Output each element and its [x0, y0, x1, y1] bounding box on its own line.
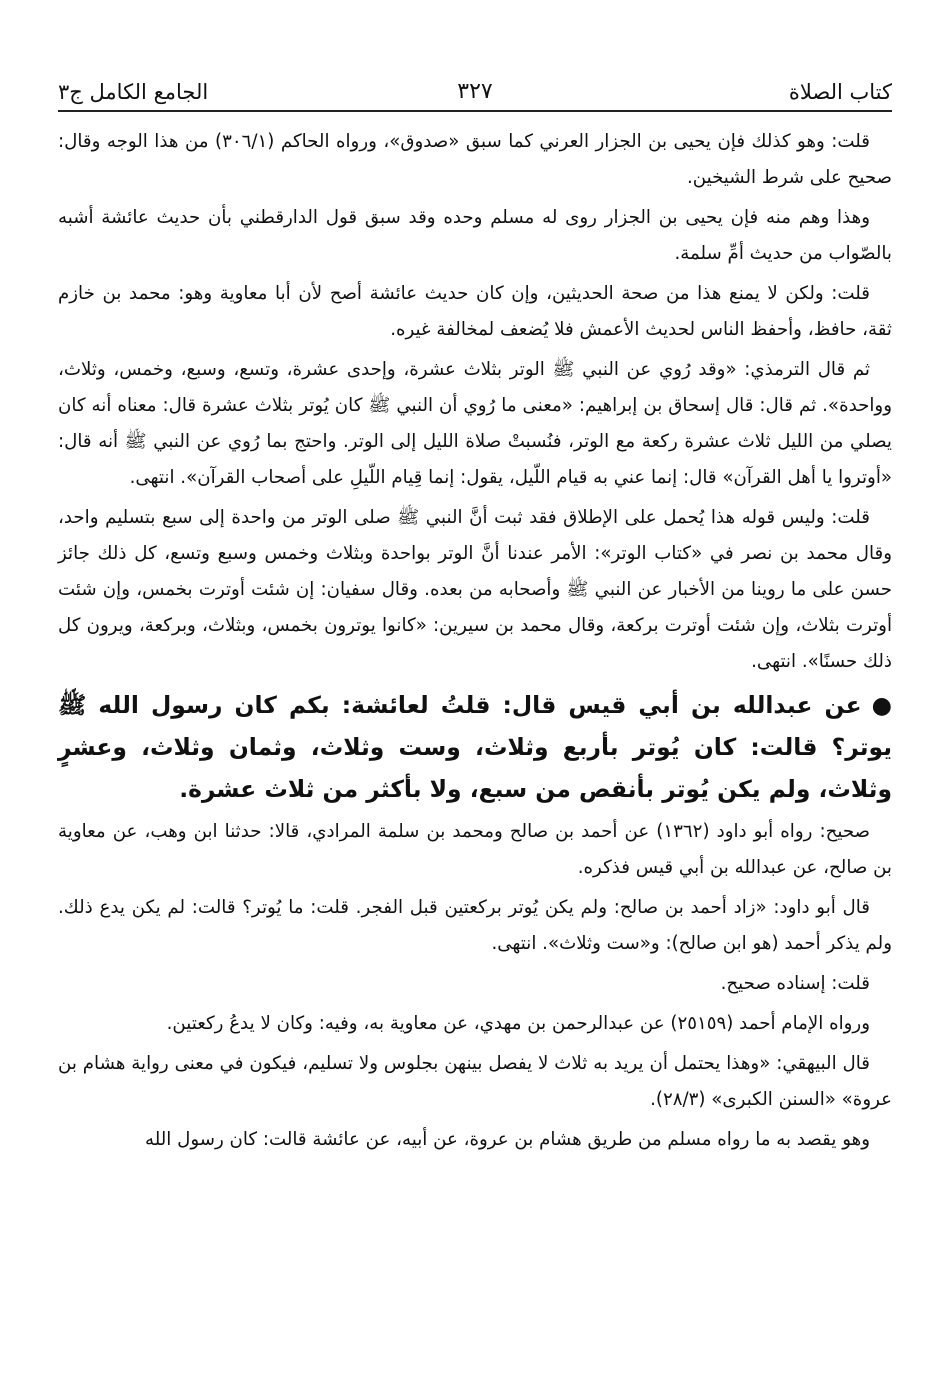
paragraph: قلت: ولكن لا يمنع هذا من صحة الحديثين، وإن كان حديث عائشة أصح لأن أبا معاوية وهو: محمد بن خازم ثقة، حافظ، وأحفظ الناس لحديث الأعمش فلا يُضعف لمخالفة غيره.: [58, 283, 892, 340]
paragraph: قلت: إسناده صحيح.: [720, 973, 870, 994]
header-book-title: الجامع الكامل ج٣: [58, 80, 209, 104]
document-page: [58, 68, 892, 1368]
paragraph: وهذا وهم منه فإن يحيى بن الجزار روى له مسلم وحده وقد سبق قول الدارقطني بأن حديث عائشة أشبه بالصّواب من حديث أمِّ سلمة.: [58, 207, 892, 264]
paragraph: قلت: وهو كذلك فإن يحيى بن الجزار العرني كما سبق «صدوق»، ورواه الحاكم (٣٠٦/١) من هذا الوجه وقال: صحيح على شرط الشيخين.: [58, 131, 892, 188]
page-number: ٣٢٧: [457, 79, 493, 104]
page-header: [58, 68, 892, 108]
bullet-icon: ●: [871, 691, 892, 719]
paragraph: صحيح: رواه أبو داود (١٣٦٢) عن أحمد بن صالح ومحمد بن سلمة المرادي، قالا: حدثنا ابن وهب، عن معاوية بن صالح، عن عبدالله بن أبي قيس فذكره.: [58, 821, 892, 878]
paragraph: قال البيهقي: «وهذا يحتمل أن يريد به ثلاث لا يفصل بينهن بجلوس ولا تسليم، فيكون في معنى رواية هشام بن عروة» «السنن الكبرى» (٢٨/٣).: [58, 1053, 892, 1110]
hadith-text-block: [58, 684, 892, 810]
paragraph: قال أبو داود: «زاد أحمد بن صالح: ولم يكن يُوتر بركعتين قبل الفجر. قلت: ما يُوتر؟ قالت: لم يكن يدع ذلك. ولم يذكر أحمد (هو ابن صالح): و«ست وثلاث». انتهى.: [58, 897, 892, 954]
paragraph: قلت: وليس قوله هذا يُحمل على الإطلاق فقد ثبت أنَّ النبي ﷺ صلى الوتر من واحدة إلى سبع بتسليم واحد، وقال محمد بن نصر في «كتاب الوتر»: الأمر عندنا أنَّ الوتر بواحدة وبثلاث وخمس وسبع وتسع، كل ذلك جائز حسن على ما روينا من الأخبار عن النبي ﷺ وأصحابه من بعده. وقال سفيان: إن شئت أوترت بخمس، وإن شئت أوترت بثلاث، وإن شئت أوترت بركعة، وقال محمد بن سيرين: «كانوا يوترون بخمس، وبثلاث، وبركعة، ويرون كل ذلك حسنًا». انتهى.: [58, 507, 892, 672]
hadith-text: عن عبدالله بن أبي قيس قال: قلتُ لعائشة: بكم كان رسول الله ﷺ يوتر؟ قالت: كان يُوتر بأربع وثلاث، وست وثلاث، وثمان وثلاث، وعشرٍ وثلاث، ولم يكن يُوتر بأنقص من سبع، ولا بأكثر من ثلاث عشرة.: [58, 691, 892, 803]
header-rule: [58, 110, 892, 112]
header-chapter-title: كتاب الصلاة: [788, 80, 892, 104]
paragraph: وهو يقصد به ما رواه مسلم من طريق هشام بن عروة، عن أبيه، عن عائشة قالت: كان رسول الله: [144, 1129, 870, 1150]
paragraph: ورواه الإمام أحمد (٢٥١٥٩) عن عبدالرحمن بن مهدي، عن معاوية به، وفيه: وكان لا يدعُ ركعتين.: [166, 1013, 870, 1034]
paragraph: ثم قال الترمذي: «وقد رُوي عن النبي ﷺ الوتر بثلاث عشرة، وإحدى عشرة، وتسع، وسبع، وخمس، وثلاث، وواحدة». ثم قال: قال إسحاق بن إبراهيم: «معنى ما رُوي أن النبي ﷺ كان يُوتر بثلاث عشرة قال: معناه أنه كان يصلي من الليل ثلاث عشرة ركعة مع الوتر، فنُسبتْ صلاة الليل إلى الوتر. واحتج بما رُوي عن النبي ﷺ أنه قال: «أوتروا يا أهل القرآن» قال: إنما عني به قيام اللّيل، يقول: إنما قِيام اللّيلِ على أصحاب القرآن». انتهى.: [58, 359, 892, 488]
